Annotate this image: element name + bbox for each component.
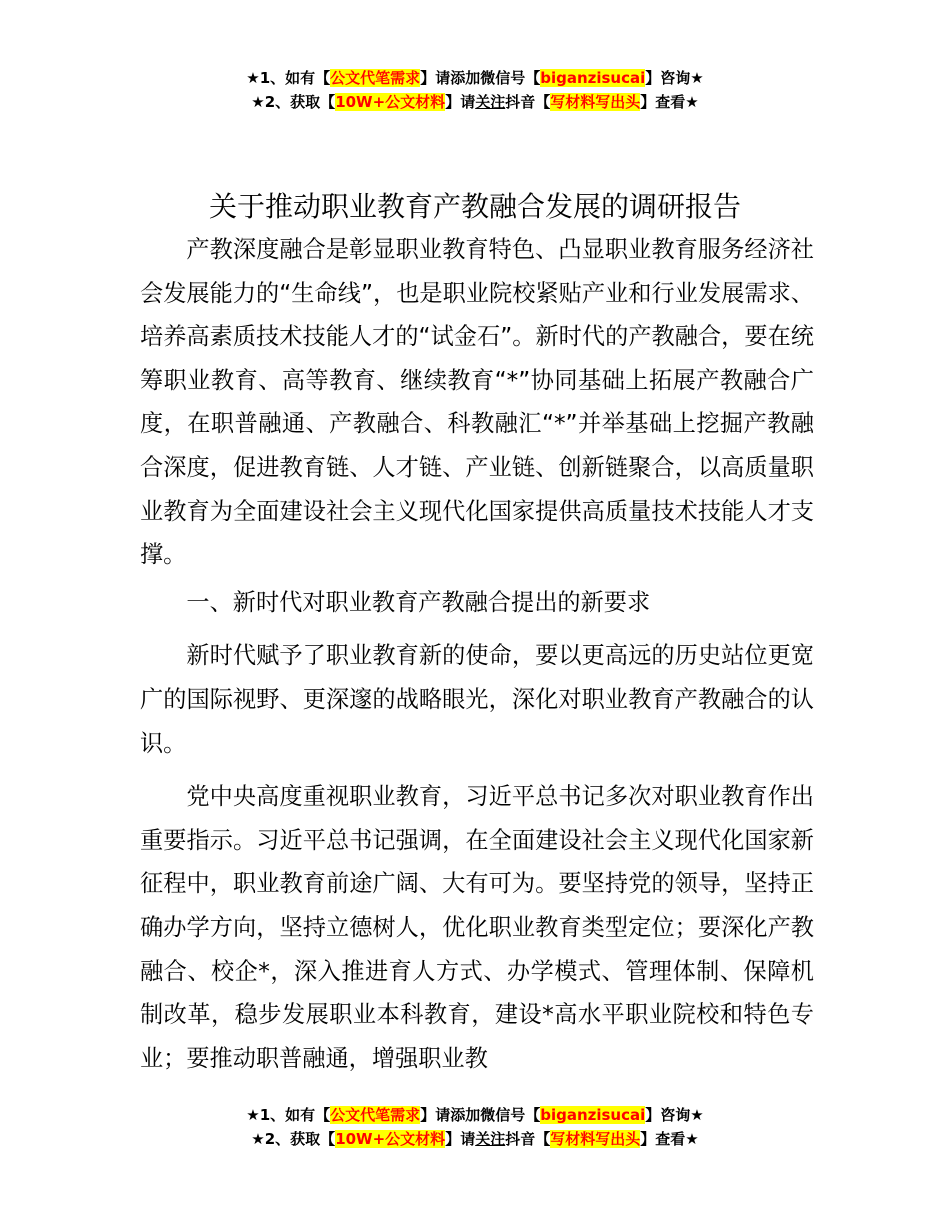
promo-line-1: ★1、如有【公文代笔需求】请添加微信号【biganzisucai】咨询★ xyxy=(246,1106,704,1124)
promo-banner-top xyxy=(0,66,950,114)
underline-follow: 关注 xyxy=(475,1130,506,1148)
paragraph-intro: 产教深度融合是彰显职业教育特色、凸显职业教育服务经济社会发展能力的“生命线”，也是职业院校紧贴产业和行业发展需求、培养高素质技术技能人才的“试金石”。新时代的产教融合，要在统筹职业教育、高等教育、继续教育“*”协同基础上拓展产教融合广度，在职普融通、产教融合、科教融汇“*”并举基础上挖掘产教融合深度，促进教育链、人才链、产业链、创新链聚合，以高质量职业教育为全面建设社会主义现代化国家提供高质量技术技能人才支撑。 xyxy=(140,236,814,569)
highlight-douyin-account: 写材料写出头 xyxy=(550,1130,641,1148)
section-heading-1: 一、新时代对职业教育产教融合提出的新要求 xyxy=(186,588,651,616)
highlight-materials: 10W+公文材料 xyxy=(335,93,446,111)
underline-follow: 关注 xyxy=(475,93,506,111)
document-title: 关于推动职业教育产教融合发展的调研报告 xyxy=(208,189,741,223)
promo-banner-bottom xyxy=(0,1103,950,1151)
paragraph-3: 党中央高度重视职业教育，习近平总书记多次对职业教育作出重要指示。习近平总书记强调，在全面建设社会主义现代化国家新征程中，职业教育前途广阔、大有可为。要坚持党的领导，坚持正确办学方向，坚持立德树人，优化职业教育类型定位；要深化产教融合、校企*，深入推进育人方式、办学模式、管理体制、保障机制改革，稳步发展职业本科教育，建设*高水平职业院校和特色专业；要推动职普融通，增强职业教 xyxy=(140,783,814,1072)
document-body xyxy=(140,228,814,1080)
promo-line-2: ★2、获取【10W+公文材料】请关注抖音【写材料写出头】查看★ xyxy=(251,93,699,111)
highlight-wechat-id: biganzisucai xyxy=(540,1106,646,1124)
paragraph-2: 新时代赋予了职业教育新的使命，要以更高远的历史站位更宽广的国际视野、更深邃的战略眼光，深化对职业教育产教融合的认识。 xyxy=(140,642,814,757)
highlight-materials: 10W+公文材料 xyxy=(335,1130,446,1148)
promo-line-2: ★2、获取【10W+公文材料】请关注抖音【写材料写出头】查看★ xyxy=(251,1130,699,1148)
highlight-wechat-id: biganzisucai xyxy=(540,69,646,87)
highlight-service: 公文代笔需求 xyxy=(330,69,421,87)
promo-line-1: ★1、如有【公文代笔需求】请添加微信号【biganzisucai】咨询★ xyxy=(246,69,704,87)
highlight-service: 公文代笔需求 xyxy=(330,1106,421,1124)
highlight-douyin-account: 写材料写出头 xyxy=(550,93,641,111)
